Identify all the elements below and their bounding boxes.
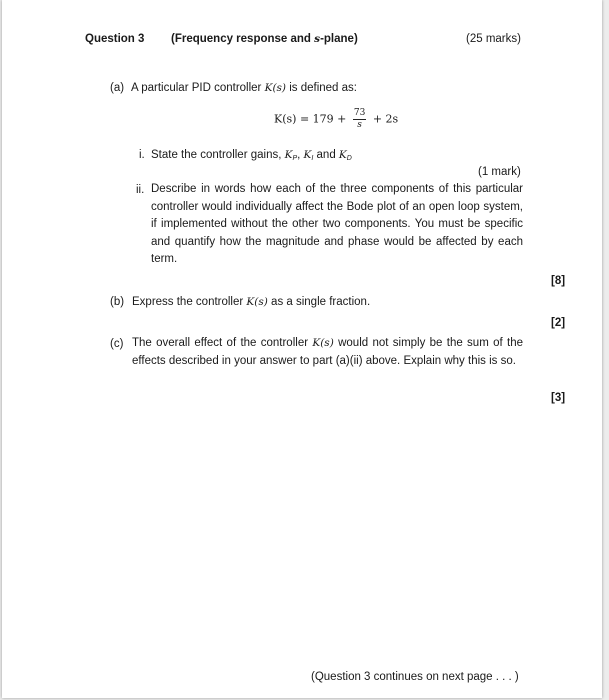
part-a-ii-label: ii. — [136, 184, 145, 196]
part-b-text: Express the controller K(s) as a single fraction. — [132, 296, 371, 308]
question-number: Question 3 — [85, 33, 145, 45]
equation-fraction — [353, 108, 366, 131]
part-a-i-text: State the controller gains, $K_P$, $K_I$ and $K_D$ — [151, 149, 352, 162]
part-a-i-label: i. — [139, 149, 145, 161]
part-a-i-marks: (1 mark) — [478, 166, 521, 178]
part-c-label: (c) — [110, 338, 124, 350]
document-page — [2, 0, 602, 698]
equation-numerator: 73 — [353, 108, 366, 118]
part-a-ii-text: Describe in words how each of the three components of this particular controller would individually affect the Bode plot of an open loop system, if implemented without the other two components. You must be specific and quantify how the magnitude and phase would be affected by each term. — [151, 183, 523, 265]
equation-lhs: K(s) = 179 + — [274, 112, 347, 126]
equation-rhs: + 2s — [372, 112, 399, 126]
part-c-text: The overall effect of the controller K(s) would not simply be the sum of the effects described in your answer to part (a)(ii) above. Explain why this is so. — [132, 337, 523, 367]
part-a-label: (a) — [110, 82, 125, 94]
continuation-note: (Question 3 continues on next page . . . ) — [311, 671, 519, 683]
part-a-text: A particular PID controller K(s) is defined as: — [131, 82, 357, 94]
question-marks: (25 marks) — [466, 33, 521, 45]
part-b-label: (b) — [110, 296, 125, 308]
part-b-marks: [2] — [551, 317, 566, 329]
part-a-ii-marks: [8] — [551, 275, 566, 287]
pid-equation — [274, 108, 398, 131]
equation-denominator: s — [357, 120, 362, 130]
question-topic: (Frequency response and s-plane) — [171, 33, 358, 45]
part-c-marks: [3] — [551, 392, 566, 404]
